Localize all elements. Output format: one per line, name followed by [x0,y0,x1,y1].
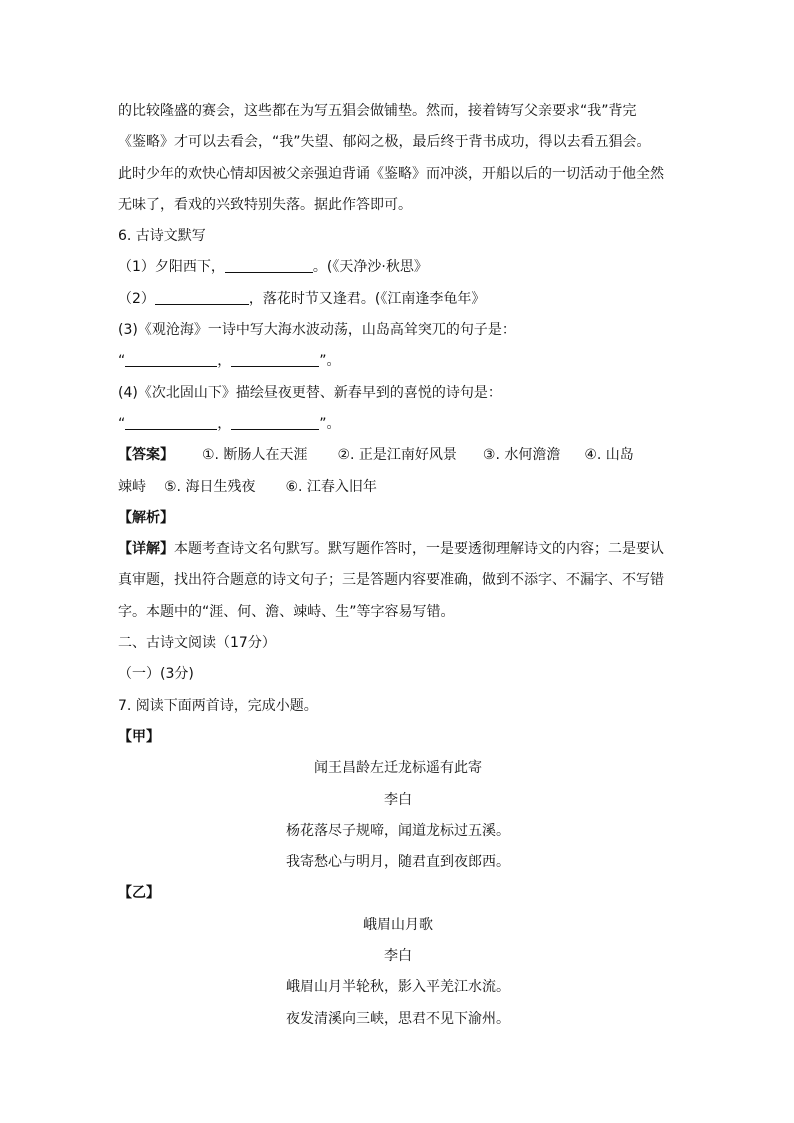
answer-line-2 [118,472,678,503]
fill-blank [231,354,319,367]
fill-blank [125,354,217,367]
question-6-item-2 [118,284,678,315]
analysis-label: 【解析】 [118,509,174,526]
analysis-line: 真审题，找出符合题意的诗文句子；三是答题内容要准确，做到不添字、不漏字、不写错 [118,572,664,589]
poem-a-label: 【甲】 [118,728,160,745]
answer-label: 【答案】 [118,447,174,464]
quote-close: ”。 [319,415,341,432]
detail-label: 【详解】 [118,541,174,558]
comma: ， [217,353,232,370]
item-text: ，落花时节又逢君。(《江南逢李龟年》 [248,290,486,307]
poem-a-line: 我寄愁心与明月，随君直到夜郎西。 [286,854,510,871]
answer-item: ③. 水何澹澹 [482,447,561,464]
poem-b-line: 峨眉山月半轮秋，影入平羌江水流。 [286,979,510,996]
question-6-item-3-blanks [118,346,678,377]
section-2-subtitle: （一）(3分) [118,666,194,683]
paragraph-line: 无味了，看戏的兴致特别失落。据此作答即可。 [118,196,412,213]
question-6-item-3: (3)《观沧海》一诗中写大海水波动荡，山岛高耸突兀的句子是： [118,322,516,339]
fill-blank [155,292,249,305]
analysis-line: 字。本题中的“涯、何、澹、竦峙、生”等字容易写错。 [118,603,455,620]
poem-b-line: 夜发清溪向三峡，思君不见下渝州。 [286,1010,510,1027]
answer-line [118,440,678,471]
answer-item: ⑥. 江春入旧年 [285,478,377,495]
document-page [118,96,678,1035]
section-2-title: 二、古诗文阅读（17分） [118,635,276,652]
poem-b-label: 【乙】 [118,885,160,902]
quote-close: ”。 [319,353,341,370]
question-6-title: 6. 古诗文默写 [118,228,206,245]
fill-blank [231,417,319,430]
quote-open: “ [118,415,126,432]
poem-a-line: 杨花落尽子规啼，闻道龙标过五溪。 [286,822,510,839]
poem-a-title: 闻王昌龄左迁龙标遥有此寄 [314,760,482,777]
analysis-line [118,534,678,565]
question-6-item-4: (4)《次北固山下》描绘昼夜更替、新春早到的喜悦的诗句是： [118,384,502,401]
fill-blank [125,417,217,430]
paragraph-line: 《鉴略》才可以去看会，“我”失望、郁闷之极，最后终于背书成功，得以去看五猖会。 [118,134,651,151]
item-text: （1）夕阳西下， [118,259,225,276]
answer-item: ②. 正是江南好风景 [337,447,457,464]
question-6-item-4-blanks [118,409,678,440]
poem-b-title: 峨眉山月歌 [363,916,433,933]
question-7-title: 7. 阅读下面两首诗，完成小题。 [118,697,318,714]
quote-open: “ [118,353,126,370]
item-text: （2） [118,290,155,307]
fill-blank [225,260,313,273]
answer-item: 竦峙 [118,478,146,495]
question-6-item-1 [118,252,678,283]
answer-item: ①. 断肠人在天涯 [202,447,308,464]
paragraph-line: 的比较隆盛的赛会，这些都在为写五猖会做铺垫。然而，接着铸写父亲要求“我”背完 [118,103,637,119]
comma: ， [217,415,232,432]
item-text: 。(《天净沙·秋思》 [312,259,428,276]
answer-item: ⑤. 海日生残夜 [164,478,256,495]
paragraph-line: 此时少年的欢快心情却因被父亲强迫背诵《鉴略》而冲淡，开船以后的一切活动于他全然 [118,165,664,182]
poem-a-author: 李白 [384,791,412,808]
poem-b-author: 李白 [384,948,412,965]
analysis-text: 本题考查诗文名句默写。默写题作答时，一是要透彻理解诗文的内容；二是要认 [174,541,664,558]
answer-item: ④. 山岛 [584,447,634,464]
